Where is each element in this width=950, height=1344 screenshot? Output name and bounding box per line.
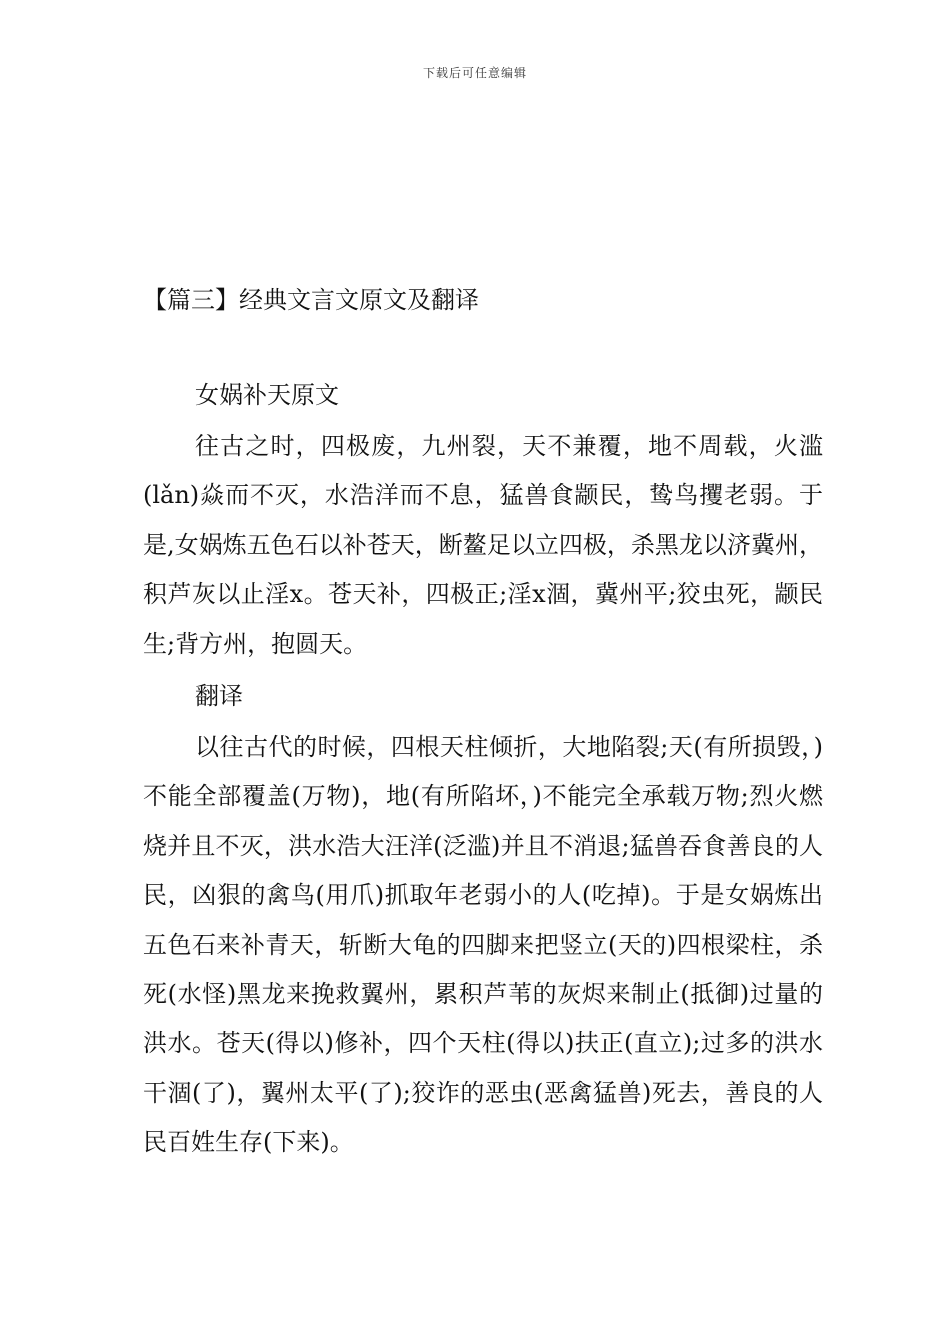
translation-paragraph: 以往古代的时候，四根天柱倾折，大地陷裂;天(有所损毁，)不能全部覆盖(万物)，地(有所陷坏，)不能完全承载万物;烈火燃烧并且不灭，洪水浩大汪洋(泛滥)并且不消退;猛兽吞食善良的人民，凶狠的禽鸟(用爪)抓取年老弱小的人(吃掉)。于是女娲炼出五色石来补青天，斩断大龟的四脚来把竖立(天的)四根梁柱，杀死(水怪)黑龙来挽救翼州，累积芦苇的灰烬来制止(抵御)过量的洪水。苍天(得以)修补，四个天柱(得以)扶正(直立);过多的洪水干涸(了)，翼州太平(了);狡诈的恶虫(恶禽猛兽)死去，善良的人民百姓生存(下来)。 (143, 733, 823, 1157)
page-header-note: 下载后可任意编辑 (422, 66, 527, 80)
section-title: 【篇三】经典文言文原文及翻译 (143, 286, 479, 314)
translation-heading: 翻译 (195, 682, 243, 710)
original-heading: 女娲补天原文 (195, 381, 339, 409)
original-paragraph: 往古之时，四极废，九州裂，天不兼覆，地不周载，火滥(lǎn)焱而不灭，水浩洋而不息，猛兽食颛民，鸷鸟攫老弱。于是,女娲炼五色石以补苍天，断鳌足以立四极，杀黑龙以济冀州，积芦灰以止淫x。苍天补，四极正;淫x涸，冀州平;狡虫死，颛民生;背方州，抱圆天。 (143, 432, 823, 658)
